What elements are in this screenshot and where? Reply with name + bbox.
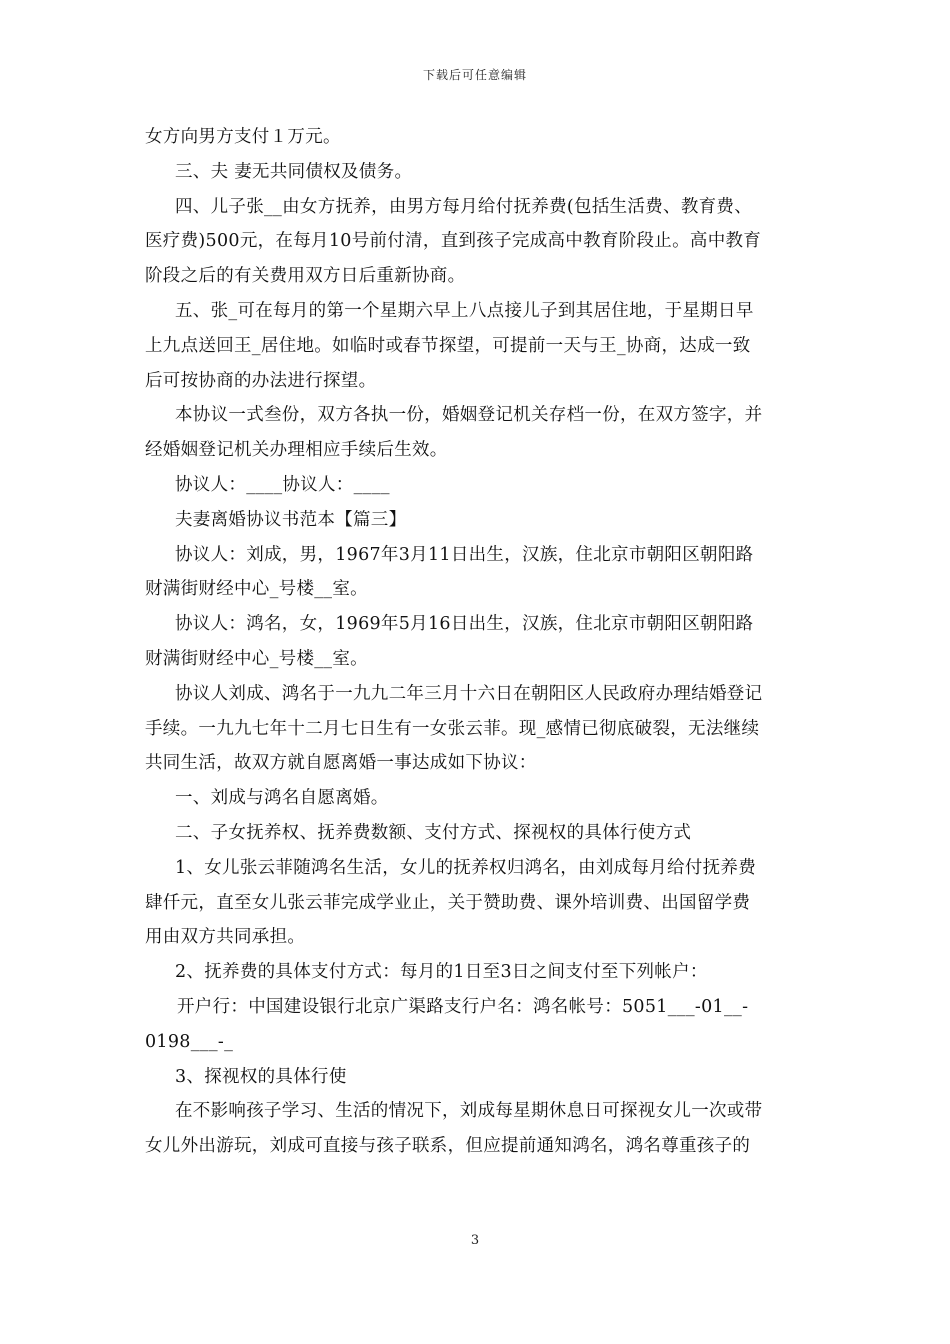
- page-number: 3: [470, 1233, 480, 1248]
- text-line: 女方向男方支付１万元。: [145, 127, 341, 147]
- text-line: 1、女儿张云菲随鸿名生活，女儿的抚养权归鸿名，由刘成每月给付抚养费: [175, 857, 757, 878]
- page-header: 下载后可任意编辑: [422, 68, 527, 82]
- text-line: 手续。一九九七年十二月七日生有一女张云菲。现_感情已彻底破裂，无法继续: [145, 718, 760, 739]
- text-line: 本协议一式叁份，双方各执一份，婚姻登记机关存档一份，在双方签字，并: [175, 405, 763, 426]
- text-line: 协议人：鸿名，女，1969年5月16日出生，汉族，住北京市朝阳区朝阳路: [175, 614, 754, 635]
- text-line: 上九点送回王_居住地。如临时或春节探望，可提前一天与王_协商，达成一致: [145, 335, 751, 356]
- text-line: 阶段之后的有关费用双方日后重新协商。: [145, 266, 466, 287]
- text-line: 开户行：中国建设银行北京广渠路支行户名：鸿名帐号：5051___-01__-: [177, 996, 749, 1017]
- text-line: 女儿外出游玩，刘成可直接与孩子联系，但应提前通知鸿名，鸿名尊重孩子的: [145, 1136, 751, 1157]
- text-line: 协议人：刘成，男，1967年3月11日出生，汉族，住北京市朝阳区朝阳路: [175, 544, 754, 565]
- document-body: [145, 120, 810, 1164]
- text-line: 肆仟元，直至女儿张云菲完成学业止，关于赞助费、课外培训费、出国留学费: [145, 892, 751, 913]
- text-line: 四、儿子张__由女方抚养，由男方每月给付抚养费(包括生活费、教育费、: [175, 196, 753, 217]
- text-line: 用由双方共同承担。: [145, 927, 306, 948]
- text-line: 五、张_可在每月的第一个星期六早上八点接儿子到其居住地，于星期日早: [175, 300, 754, 321]
- text-line: 在不影响孩子学习、生活的情况下，刘成每星期休息日可探视女儿一次或带: [175, 1101, 763, 1122]
- text-line: 协议人：____协议人：____: [175, 474, 390, 495]
- text-line: 三、夫 妻无共同债权及债务。: [175, 161, 413, 182]
- text-line: 0198___-_: [145, 1031, 234, 1052]
- text-line: 协议人刘成、鸿名于一九九二年三月十六日在朝阳区人民政府办理结婚登记: [175, 683, 763, 704]
- text-line: 经婚姻登记机关办理相应手续后生效。: [145, 440, 448, 461]
- text-line: 2、抚养费的具体支付方式：每月的1日至3日之间支付至下列帐户：: [175, 962, 708, 983]
- text-line: 共同生活，故双方就自愿离婚一事达成如下协议：: [145, 753, 537, 774]
- text-line: 财满街财经中心_号楼__室。: [145, 648, 368, 669]
- text-line: 夫妻离婚协议书范本【篇三】: [175, 509, 407, 530]
- text-line: 一、刘成与鸿名自愿离婚。: [175, 788, 389, 809]
- text-line: 3、探视权的具体行使: [175, 1066, 347, 1087]
- text-line: 财满街财经中心_号楼__室。: [145, 579, 368, 600]
- text-line: 后可按协商的办法进行探望。: [145, 370, 377, 391]
- text-line: 二、子女抚养权、抚养费数额、支付方式、探视权的具体行使方式: [175, 822, 692, 843]
- text-line: 医疗费)500元，在每月10号前付清，直到孩子完成高中教育阶段止。高中教育: [145, 231, 762, 252]
